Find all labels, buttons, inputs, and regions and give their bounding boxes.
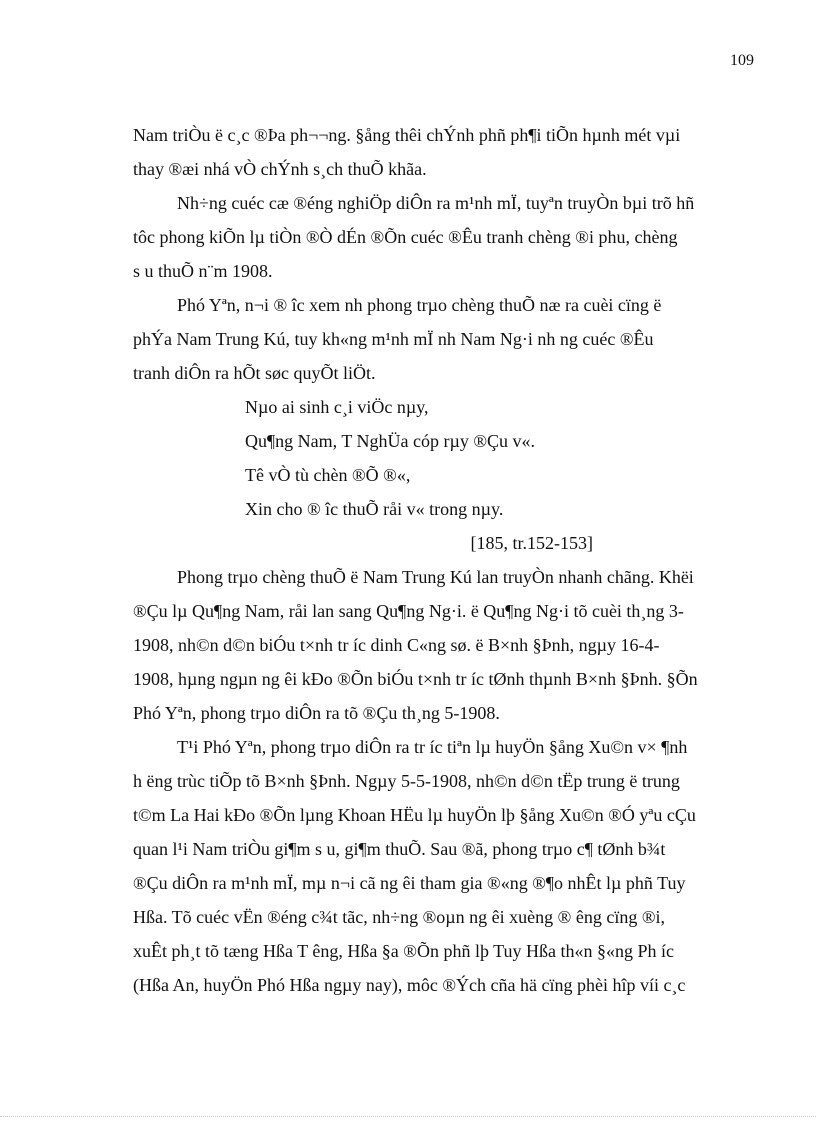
poem-line: Nµo ai sinh c¸i viÖc nµy, — [245, 397, 429, 417]
text-line: 1908, nh©n d©n biÓu t×nh tr íc dinh C«ng sø. ë B×nh §Þnh, ngµy 16-4- — [133, 635, 660, 655]
text-line: t©m La Hai kÐo ®Õn lµng Khoan HËu lµ huyÖn lþ §ång Xu©n ®Ó yªu cÇu — [133, 805, 696, 825]
text-line: Phó Yªn, phong trµo diÔn ra tõ ®Çu th¸ng 5-1908. — [133, 703, 500, 723]
text-line: thay ®æi nhá vÒ chÝnh s¸ch thuÕ khãa. — [133, 159, 427, 179]
poem-quote — [133, 390, 769, 526]
text-line: tranh diÔn ra hÕt søc quyÕt liÖt. — [133, 363, 376, 383]
poem-line: Xin cho ® îc thuÕ råi v« trong nµy. — [245, 499, 504, 519]
text-line: tôc phong kiÕn lµ tiÒn ®Ò dÉn ®Õn cuéc ®Êu tranh chèng ®i phu, chèng — [133, 227, 678, 247]
text-line: (Hßa An, huyÖn Phó Hßa ngµy nay), môc ®Ých cña hä cïng phèi hîp víi c¸c — [133, 975, 686, 995]
text-line: 1908, hµng ngµn ng êi kÐo ®Õn biÓu t×nh tr íc tØnh thµnh B×nh §Þnh. §Õn — [133, 669, 698, 689]
poem-line: Tê vÒ tù chèn ®Õ ®«, — [245, 465, 411, 485]
text-line: Phó Yªn, n¬i ® îc xem nh phong trµo chèng thuÕ næ ra cuèi cïng ë — [177, 295, 662, 315]
text-line: Nam triÒu ë c¸c ®Þa ph¬¬ng. §ång thêi chÝnh phñ ph¶i tiÕn hµnh mét vµi — [133, 125, 681, 145]
paragraph-3 — [133, 288, 769, 390]
text-line: ®Çu lµ Qu¶ng Nam, råi lan sang Qu¶ng Ng·i. ë Qu¶ng Ng·i tõ cuèi th¸ng 3- — [133, 601, 684, 621]
paragraph-4 — [133, 560, 769, 730]
text-line: ®Çu diÔn ra m¹nh mÏ, mµ n¬i cã ng êi tham gia ®«ng ®¶o nhÊt lµ phñ Tuy — [133, 873, 686, 893]
page-number: 109 — [730, 52, 754, 69]
text-line: Nh÷ng cuéc cæ ®éng nghiÖp diÔn ra m¹nh mÏ, tuyªn truyÒn bµi trõ hñ — [177, 193, 695, 213]
text-line: quan l¹i Nam triÒu gi¶m s u, gi¶m thuÕ. Sau ®ã, phong trµo c¶ tØnh b¾t — [133, 839, 666, 859]
poem-line: Qu¶ng Nam, T NghÜa cóp rµy ®Çu v«. — [245, 431, 536, 451]
citation: [185, tr.152-153] — [470, 533, 593, 553]
text-line: T¹i Phó Yªn, phong trµo diÔn ra tr íc tiªn lµ huyÖn §ång Xu©n v× ¶nh — [177, 737, 688, 757]
text-line: s u thuÕ n¨m 1908. — [133, 261, 273, 281]
paragraph-5 — [133, 730, 769, 1002]
text-line: Phong trµo chèng thuÕ ë Nam Trung Kú lan truyÒn nhanh chãng. Khëi — [177, 567, 694, 587]
page-bottom-divider — [0, 1116, 816, 1117]
text-line: h ëng trùc tiÕp tõ B×nh §Þnh. Ngµy 5-5-1908, nh©n d©n tËp trung ë trung — [133, 771, 680, 791]
text-line: xuÊt ph¸t tõ tæng Hßa T êng, Hßa §a ®Õn phñ lþ Tuy Hßa th«n §«ng Ph íc — [133, 941, 675, 961]
text-line: Hßa. Tõ cuéc vËn ®éng c¾t tãc, nh÷ng ®oµn ng êi xuèng ® êng cïng ®i, — [133, 907, 665, 927]
document-body — [133, 118, 769, 1002]
paragraph-1 — [133, 118, 769, 186]
paragraph-2 — [133, 186, 769, 288]
text-line: phÝa Nam Trung Kú, tuy kh«ng m¹nh mÏ nh Nam Ng·i nh ng cuéc ®Êu — [133, 329, 654, 349]
